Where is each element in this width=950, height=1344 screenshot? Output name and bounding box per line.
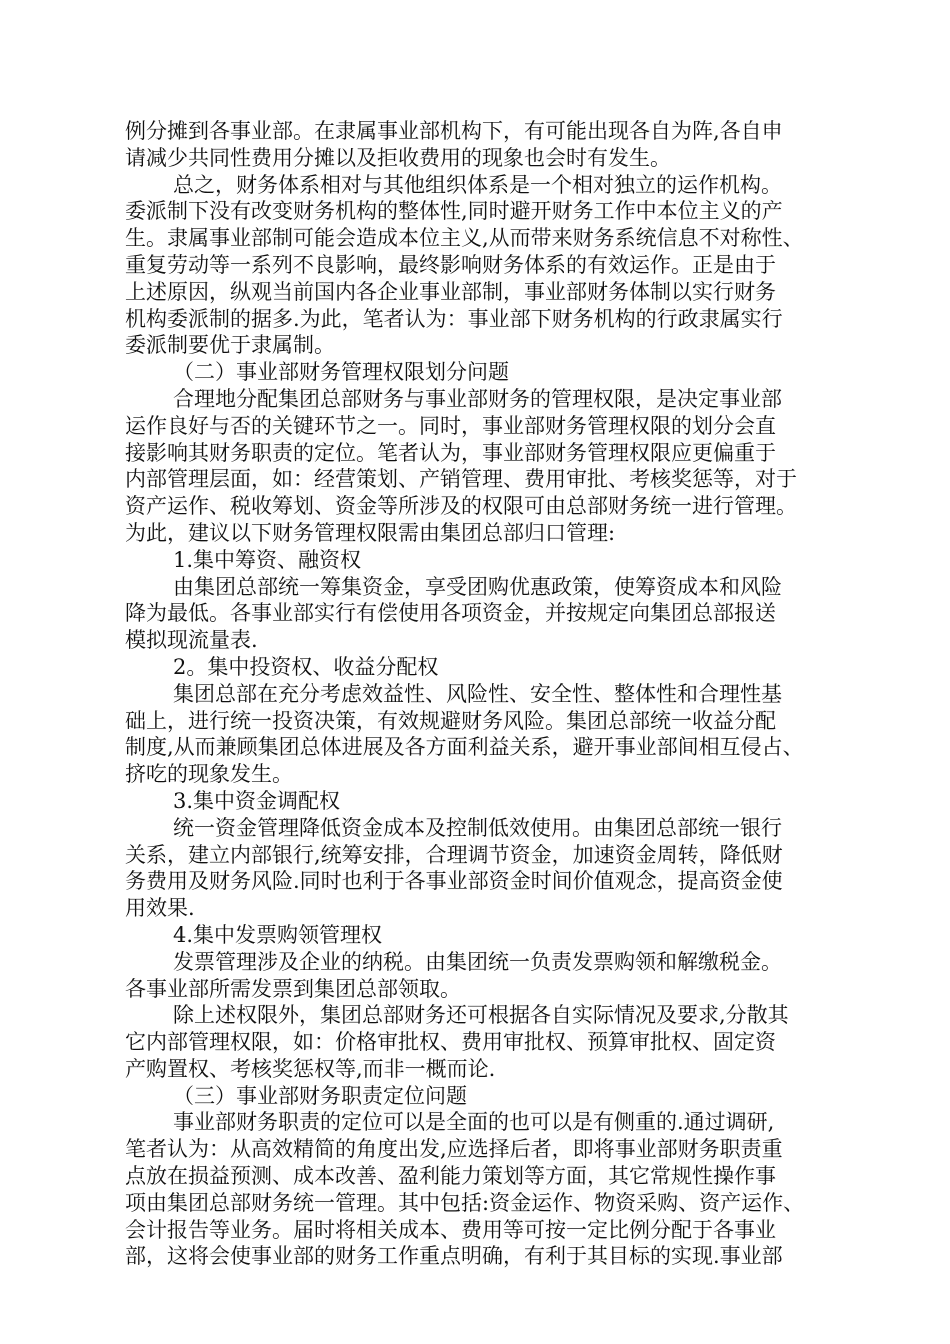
text-line: 各事业部所需发票到集团总部领取。 <box>125 976 461 1001</box>
paragraph-first-line: 总之，财务体系相对与其他组织体系是一个相对独立的运作机构。 <box>173 172 782 197</box>
text-line: 例分摊到各事业部。在隶属事业部机构下，有可能出现各自为阵,各自申 <box>125 119 783 143</box>
paragraph-first-line: 集团总部在充分考虑效益性、风险性、安全性、整体性和合理性基 <box>173 681 782 706</box>
text-line: 生。隶属事业部制可能会造成本位主义,从而带来财务系统信息不对称性、 <box>125 226 804 251</box>
text-line: 委派制要优于隶属制。 <box>125 333 335 358</box>
text-line: 模拟现流量表. <box>125 628 258 653</box>
text-line: 础上，进行统一投资决策，有效规避财务风险。集团总部统一收益分配 <box>125 708 776 733</box>
text-line: 委派制下没有改变财务机构的整体性,同时避开财务工作中本位主义的产 <box>125 199 783 224</box>
text-line: 运作良好与否的关键环节之一。同时，事业部财务管理权限的划分会直 <box>125 413 776 438</box>
text-line: 点放在损益预测、成本改善、盈利能力策划等方面，其它常规性操作事 <box>125 1164 776 1189</box>
text-line: 会计报告等业务。届时将相关成本、费用等可按一定比例分配于各事业 <box>125 1217 776 1242</box>
paragraph-first-line: 除上述权限外，集团总部财务还可根据各自实际情况及要求,分散其 <box>173 1003 789 1028</box>
text-line: 接影响其财务职责的定位。笔者认为，事业部财务管理权限应更偏重于 <box>125 440 776 465</box>
text-line: 机构委派制的据多.为此，笔者认为：事业部下财务机构的行政隶属实行 <box>125 306 783 331</box>
paragraph-first-line: 统一资金管理降低资金成本及控制低效使用。由集团总部统一银行 <box>173 815 782 840</box>
paragraph-first-line: （二）事业部财务管理权限划分问题 <box>173 360 509 385</box>
text-line: 用效果. <box>125 896 195 921</box>
paragraph-first-line: 由集团总部统一筹集资金，享受团购优惠政策，使筹资成本和风险 <box>173 574 782 599</box>
paragraph-first-line: 4.集中发票购领管理权 <box>173 922 383 947</box>
text-line: 上述原因，纵观当前国内各企业事业部制，事业部财务体制以实行财务 <box>125 279 776 304</box>
text-line: 请减少共同性费用分摊以及拒收费用的现象也会时有发生。 <box>125 145 671 170</box>
text-line: 它内部管理权限，如：价格审批权、费用审批权、预算审批权、固定资 <box>125 1030 776 1055</box>
paragraph-first-line: 2。集中投资权、收益分配权 <box>173 654 439 679</box>
text-line: 内部管理层面，如：经营策划、产销管理、费用审批、考核奖惩等，对于 <box>125 467 797 492</box>
text-line: 部，这将会使事业部的财务工作重点明确，有利于其目标的实现.事业部 <box>125 1244 783 1269</box>
paragraph-first-line: （三）事业部财务职责定位问题 <box>173 1083 467 1108</box>
text-line: 制度,从而兼顾集团总体进展及各方面利益关系，避开事业部间相互侵占、 <box>125 735 804 760</box>
text-line: 笔者认为：从高效精简的角度出发,应选择后者，即将事业部财务职责重 <box>125 1137 783 1162</box>
text-line: 项由集团总部财务统一管理。其中包括:资金运作、物资采购、资产运作、 <box>125 1190 805 1215</box>
paragraph-first-line: 1.集中筹资、融资权 <box>173 547 362 572</box>
text-line: 关系，建立内部银行,统筹安排，合理调节资金，加速资金周转，降低财 <box>125 842 783 867</box>
paragraph-first-line: 3.集中资金调配权 <box>173 788 341 813</box>
text-line: 产购置权、考核奖惩权等,而非一概而论. <box>125 1056 496 1081</box>
document-page <box>125 118 845 1270</box>
text-line: 挤吃的现象发生。 <box>125 762 293 787</box>
paragraph-first-line: 合理地分配集团总部财务与事业部财务的管理权限，是决定事业部 <box>173 386 782 411</box>
text-line: 重复劳动等一系列不良影响，最终影响财务体系的有效运作。正是由于 <box>125 252 776 277</box>
text-line: 务费用及财务风险.同时也利于各事业部资金时间价值观念，提高资金使 <box>125 869 783 894</box>
paragraph-first-line: 发票管理涉及企业的纳税。由集团统一负责发票购领和解缴税金。 <box>173 949 782 974</box>
paragraph-first-line: 事业部财务职责的定位可以是全面的也可以是有侧重的.通过调研, <box>173 1110 775 1135</box>
text-line: 降为最低。各事业部实行有偿使用各项资金，并按规定向集团总部报送 <box>125 601 776 626</box>
text-line: 为此，建议以下财务管理权限需由集团总部归口管理: <box>125 520 616 545</box>
text-line: 资产运作、税收筹划、资金等所涉及的权限可由总部财务统一进行管理。 <box>125 494 797 519</box>
